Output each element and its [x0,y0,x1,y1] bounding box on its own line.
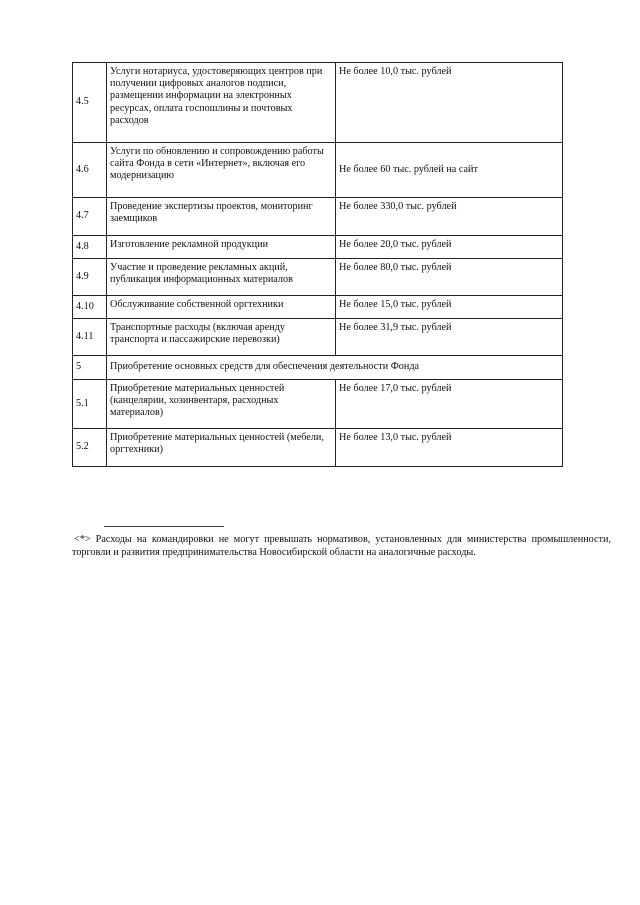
table-row [73,429,563,467]
table-row [73,296,563,319]
row-description: Приобретение материальных ценностей (канцелярии, хозинвентаря, расходных материалов) [107,380,336,429]
table-row [73,319,563,356]
table-row [73,356,563,380]
row-number: 5.2 [73,429,107,467]
row-description: Транспортные расходы (включая аренду транспорта и пассажирские перевозки) [107,319,336,356]
table-row [73,143,563,198]
row-description: Обслуживание собственной оргтехники [107,296,336,319]
row-limit: Не более 80,0 тыс. рублей [336,259,563,296]
row-limit: Не более 13,0 тыс. рублей [336,429,563,467]
row-description: Услуги нотариуса, удостоверяющих центров при получении цифровых аналогов подписи, размещении информации на электронных ресурсах, оплата госпошлины и почтовых расходов [107,63,336,143]
row-description: Проведение экспертизы проектов, мониторинг заемщиков [107,198,336,236]
table-row [73,380,563,429]
row-number: 5 [73,356,107,380]
row-description: Изготовление рекламной продукции [107,236,336,259]
row-limit: Не более 60 тыс. рублей на сайт [336,143,563,198]
row-description: Приобретение материальных ценностей (мебели, оргтехники) [107,429,336,467]
row-limit: Не более 15,0 тыс. рублей [336,296,563,319]
section-heading: Приобретение основных средств для обеспечения деятельности Фонда [107,356,563,380]
row-limit: Не более 20,0 тыс. рублей [336,236,563,259]
row-number: 4.8 [73,236,107,259]
row-number: 4.11 [73,319,107,356]
row-number: 4.6 [73,143,107,198]
table-row [73,63,563,143]
row-number: 4.9 [73,259,107,296]
row-description: Услуги по обновлению и сопровождению работы сайта Фонда в сети «Интернет», включая его модернизацию [107,143,336,198]
row-limit: Не более 10,0 тыс. рублей [336,63,563,143]
footnote-text: <*> Расходы на командировки не могут превышать нормативов, установленных для министерства промышленности, торговли и развития предпринимательства Новосибирской области на аналогичные расходы. [72,534,611,558]
row-limit: Не более 17,0 тыс. рублей [336,380,563,429]
row-number: 4.10 [73,296,107,319]
row-description: Участие и проведение рекламных акций, публикация информационных материалов [107,259,336,296]
row-limit: Не более 31,9 тыс. рублей [336,319,563,356]
footnote-separator [104,526,224,527]
row-number: 4.7 [73,198,107,236]
table-row [73,259,563,296]
row-number: 4.5 [73,63,107,143]
table-row [73,198,563,236]
expense-table [72,62,563,467]
row-limit: Не более 330,0 тыс. рублей [336,198,563,236]
table-row [73,236,563,259]
row-number: 5.1 [73,380,107,429]
